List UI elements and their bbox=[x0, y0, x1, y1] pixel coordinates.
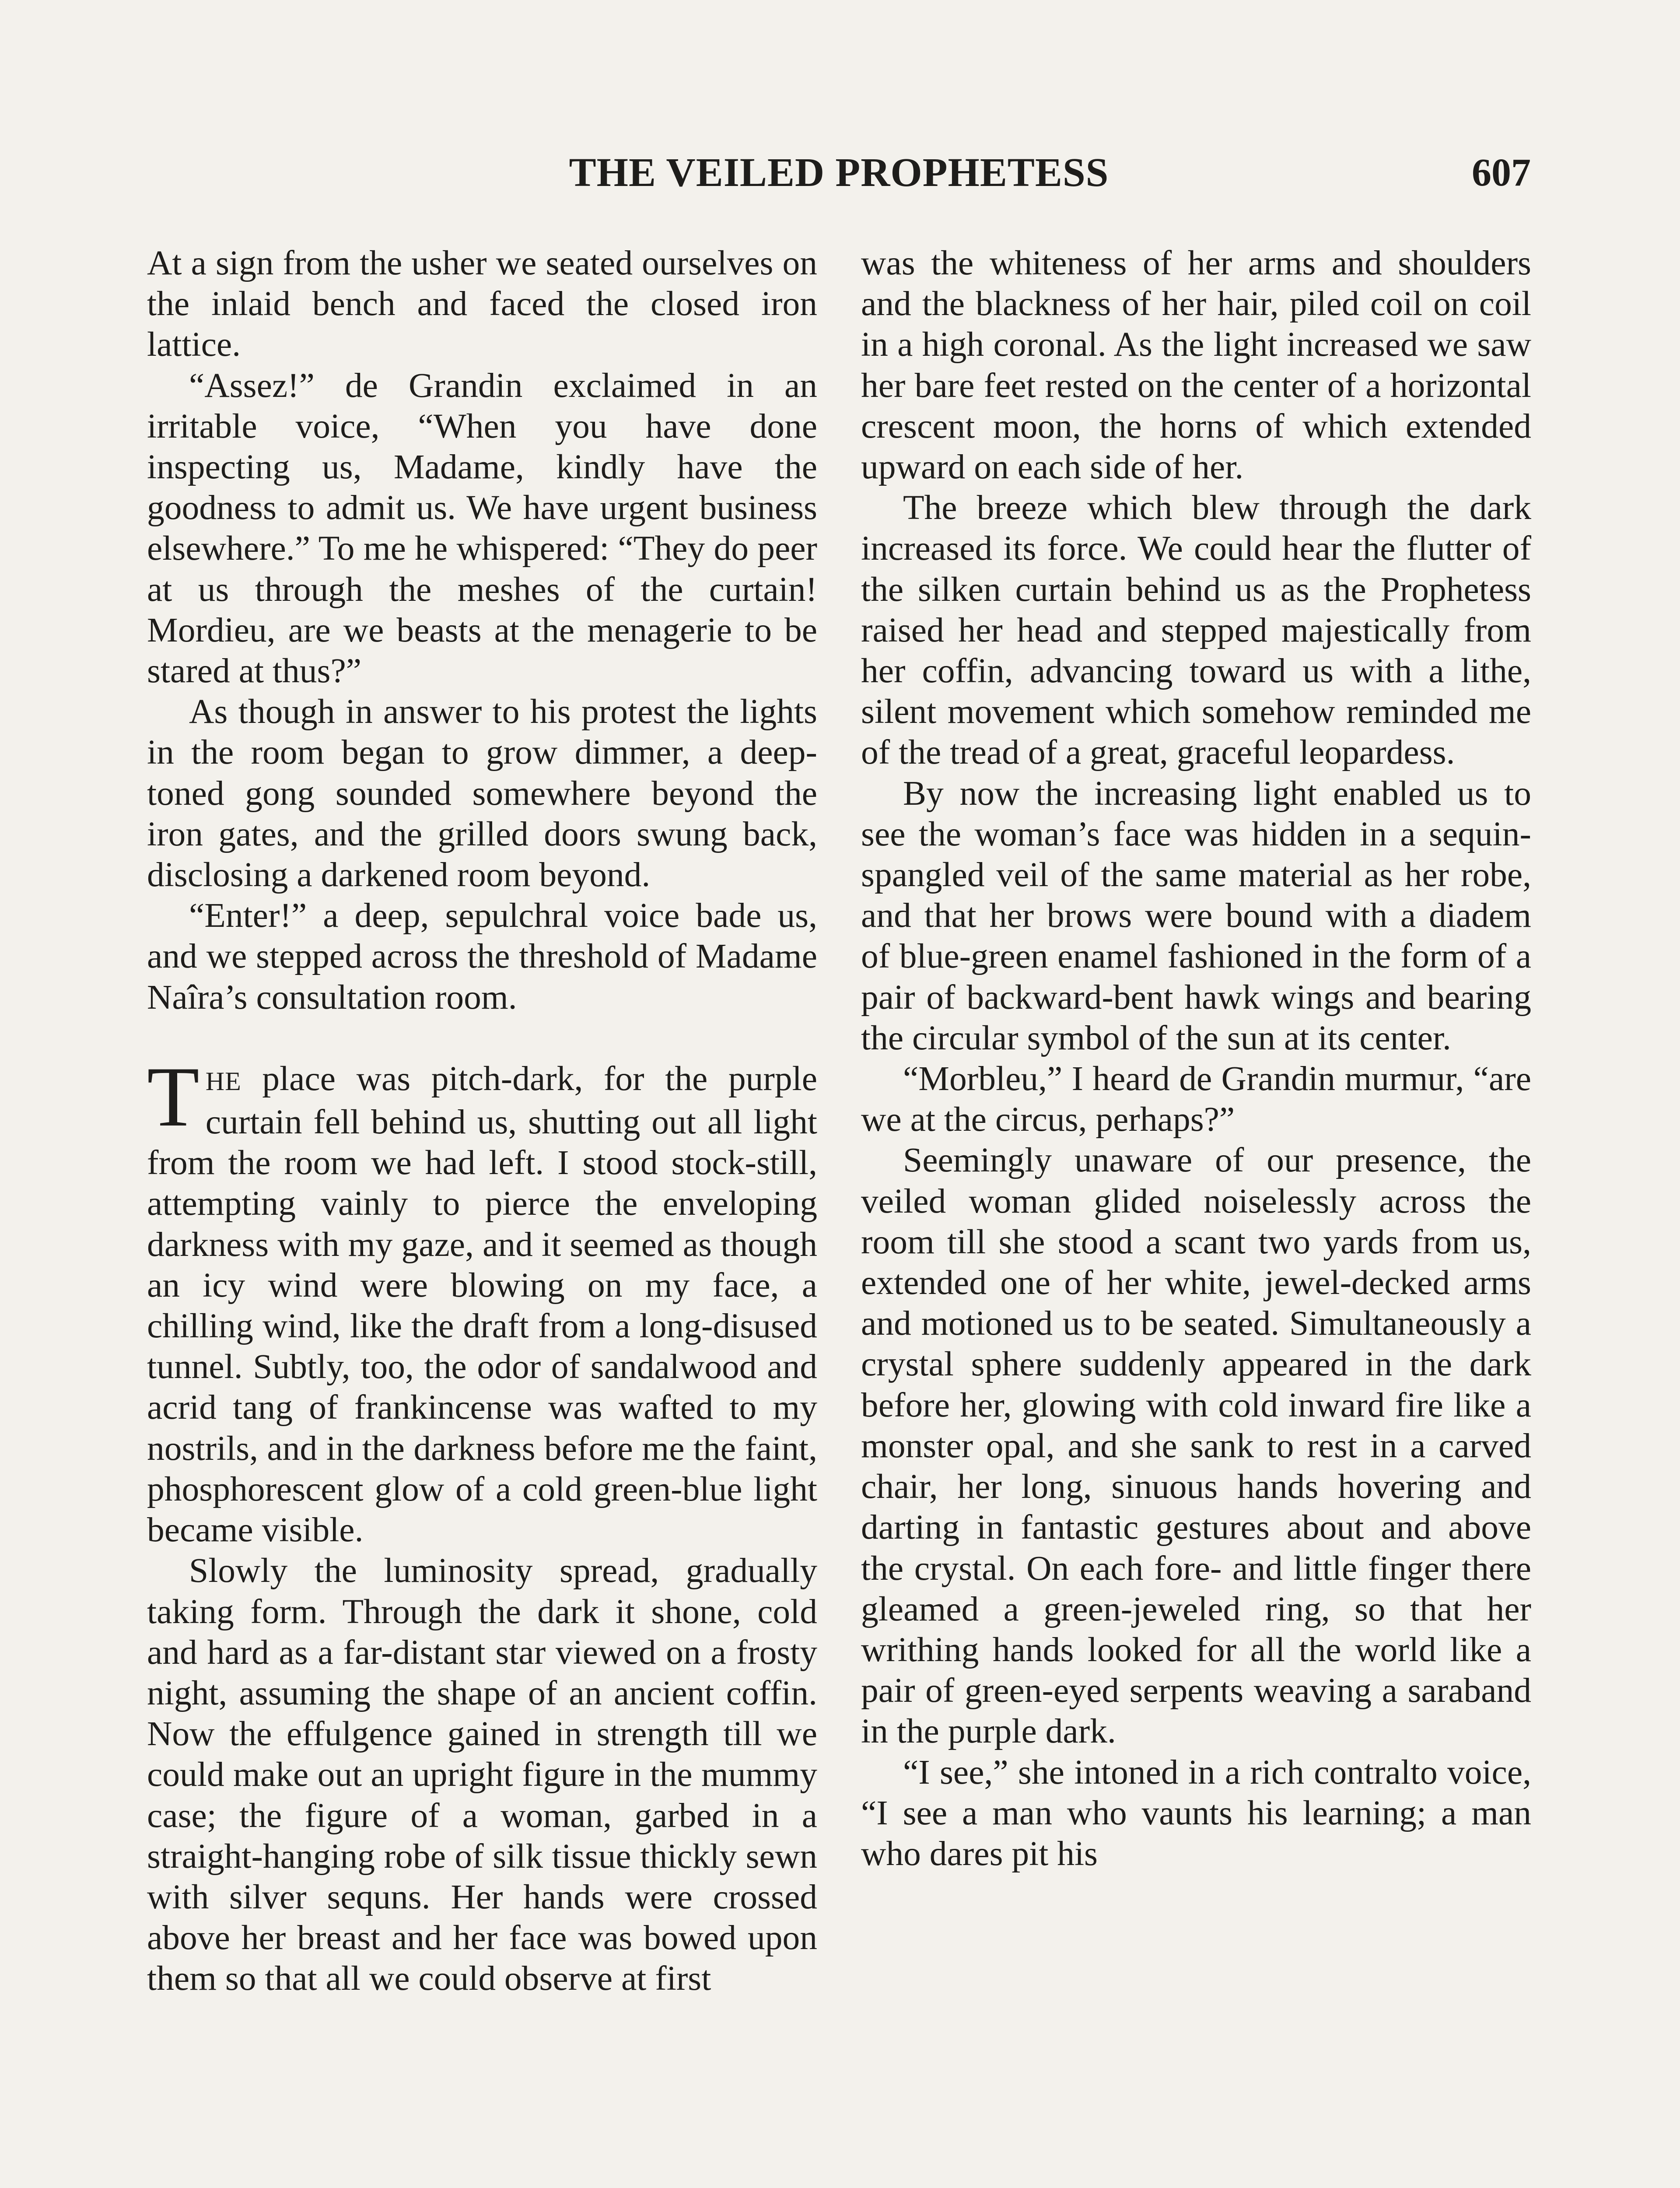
paragraph: “Assez!” de Grandin exclaimed in an irritable voice, “When you have done inspecting us, Madame, kindly have the goodness to admit us. We have urgent business elsewhere.” To me he whispered: “They do peer at us through the meshes of the curtain! Mordieu, are we beasts at the menagerie to be stared at thus?” bbox=[147, 366, 817, 691]
paragraph: At a sign from the usher we seated ourselves on the inlaid bench and faced the closed iron lattice. bbox=[147, 244, 817, 364]
running-title: THE VEILED PROPHETESS bbox=[569, 150, 1109, 195]
section-opening-paragraph bbox=[147, 1049, 817, 1550]
page-number: 607 bbox=[1472, 151, 1531, 194]
paragraph: By now the increasing light enabled us to see the woman’s face was hidden in a sequin-spangled veil of the same material as her robe, and that her brows were bound with a diadem of blue-green enamel fashioned in the form of a pair of backward-bent hawk wings and bearing the circular symbol of the sun at its center. bbox=[861, 774, 1531, 1057]
paragraph: “Morbleu,” I heard de Grandin murmur, “are we at the circus, perhaps?” bbox=[861, 1059, 1531, 1139]
paragraph: Slowly the luminosity spread, gradually taking form. Through the dark it shone, cold and hard as a far-distant star viewed on a frosty night, assuming the shape of an ancient coffin. Now the effulgence gained in strength till we could make out an upright figure in the mummy case; the figure of a woman, garbed in a straight-hanging robe of silk tissue thickly sewn with silver sequns. Her hands were crossed above her breast and her face was bowed upon them so that all we could observe at first bbox=[147, 1551, 817, 1998]
page-header bbox=[147, 144, 1531, 201]
small-caps-lead: HE bbox=[205, 1066, 242, 1096]
left-column bbox=[147, 243, 817, 1999]
paragraph: As though in answer to his protest the lights in the room began to grow dimmer, a deep-toned gong sounded somewhere beyond the iron gates, and the grilled doors swung back, disclosing a darkened room beyond. bbox=[147, 692, 817, 894]
paragraph: The breeze which blew through the dark increased its force. We could hear the flutter of the silken curtain behind us as the Prophetess raised her head and stepped majestically from her coffin, advancing toward us with a lithe, silent movement which somehow reminded me of the tread of a great, graceful leopardess. bbox=[861, 488, 1531, 772]
paragraph: Seemingly unaware of our presence, the veiled woman glided noiselessly across the room till she stood a scant two yards from us, extended one of her white, jewel-decked arms and motioned us to be seated. Simultaneously a crystal sphere suddenly appeared in the dark before her, glowing with cold inward fire like a monster opal, and she sank to rest in a carved chair, her long, sinuous hands hovering and darting in fantastic gestures about and above the crystal. On each fore- and little finger there gleamed a green-jeweled ring, so that her writhing hands looked for all the world like a pair of green-eyed serpents weaving a saraband in the purple dark. bbox=[861, 1141, 1531, 1751]
section-text: place was pitch-dark, for the purple curtain fell behind us, shutting out all light from the room we had left. I stood stock-still, attempting vainly to pierce the enveloping darkness with my gaze, and it seemed as though an icy wind were blowing on my face, a chilling wind, like the draft from a long-disused tunnel. Subtly, too, the odor of sandalwood and acrid tang of frankincense was wafted to my nostrils, and in the darkness before me the faint, phosphorescent glow of a cold green-blue light became visible. bbox=[147, 1059, 817, 1550]
paragraph: “I see,” she intoned in a rich contralto voice, “I see a man who vaunts his learning; a man who dares pit his bbox=[861, 1753, 1531, 1873]
continued-paragraph: was the whiteness of her arms and shoulders and the blackness of her hair, piled coil on coil in a high coronal. As the light increased we saw her bare feet rested on the center of a horizontal crescent moon, the horns of which extended upward on each side of her. bbox=[861, 244, 1531, 487]
drop-cap: T bbox=[147, 1049, 200, 1144]
right-column bbox=[861, 243, 1531, 1874]
paragraph: “Enter!” a deep, sepulchral voice bade us, and we stepped across the threshold of Madame Naîra’s consultation room. bbox=[147, 896, 817, 1017]
